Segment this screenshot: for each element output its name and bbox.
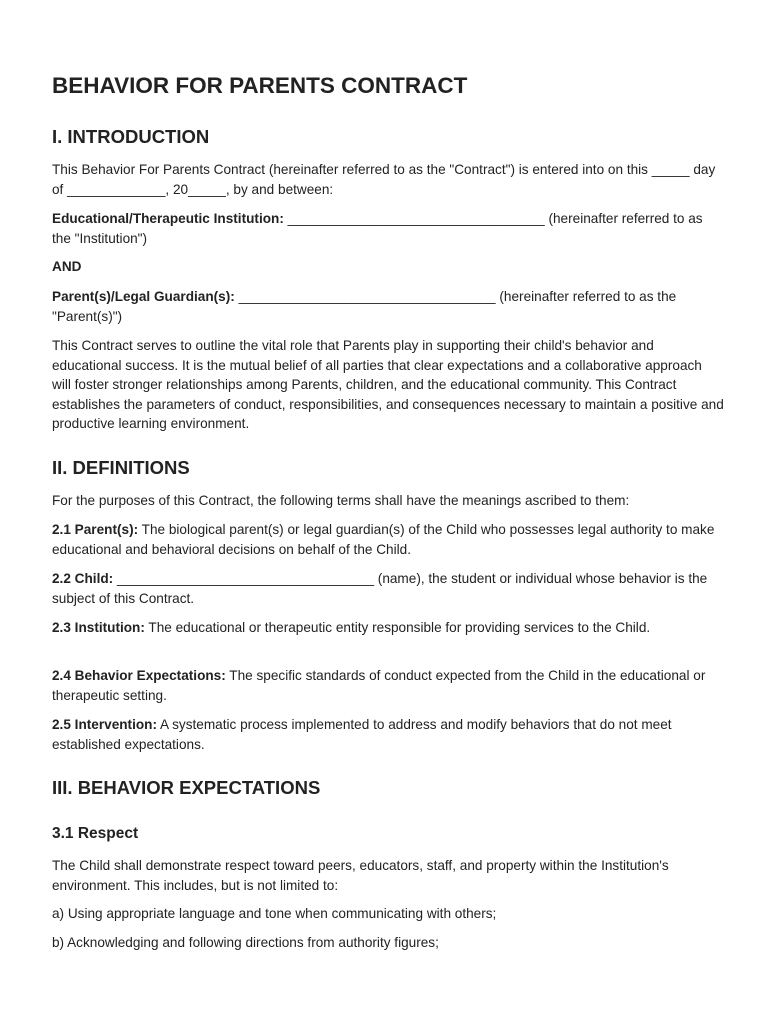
definition-label: 2.3 Institution: — [52, 620, 145, 635]
definition-label: 2.1 Parent(s): — [52, 522, 139, 537]
definition-text: The biological parent(s) or legal guardian(s) of the Child who possesses legal authority to make educational and behavioral decisions on behalf of the Child. — [52, 522, 715, 557]
document-title: BEHAVIOR FOR PARENTS CONTRACT — [52, 73, 468, 98]
definition-item — [52, 666, 724, 705]
definitions-heading: II. DEFINITIONS — [52, 457, 190, 478]
expectations-heading: III. BEHAVIOR EXPECTATIONS — [52, 777, 321, 798]
definition-text: __________________________________ (name), the student or individual whose behavior is the subject of this Contract. — [52, 571, 708, 606]
definition-item — [52, 520, 724, 559]
parent-line — [52, 287, 724, 326]
definition-label: 2.4 Behavior Expectations: — [52, 668, 226, 683]
and-label: AND — [52, 259, 82, 274]
institution-label: Educational/Therapeutic Institution: — [52, 211, 284, 226]
institution-text: __________________________________ (hereinafter referred to as the "Institution") — [52, 211, 703, 246]
definition-item — [52, 715, 724, 754]
parent-text: __________________________________ (hereinafter referred to as the "Parent(s)") — [52, 289, 677, 324]
respect-item-b: b) Acknowledging and following directions from authority figures; — [52, 935, 439, 950]
definition-text: A systematic process implemented to address and modify behaviors that do not meet established expectations. — [52, 717, 672, 752]
definitions-intro: For the purposes of this Contract, the following terms shall have the meanings ascribed to them: — [52, 493, 630, 508]
definition-label: 2.2 Child: — [52, 571, 114, 586]
definition-item — [52, 569, 724, 608]
definition-label: 2.5 Intervention: — [52, 717, 157, 732]
respect-subheading: 3.1 Respect — [52, 825, 139, 842]
definition-item — [52, 618, 724, 638]
respect-paragraph: The Child shall demonstrate respect toward peers, educators, staff, and property within the Institution's environment. This includes, but is not limited to: — [52, 858, 669, 893]
institution-line — [52, 209, 724, 248]
definition-text: The educational or therapeutic entity responsible for providing services to the Child. — [144, 620, 651, 635]
purpose-paragraph: This Contract serves to outline the vital role that Parents play in supporting their child's behavior and educational success. It is the mutual belief of all parties that clear expectations and a collaborative approach will foster stronger relationships among Parents, children, and the educational community. This Contract establishes the parameters of conduct, responsibilities, and consequences necessary to maintain a positive and productive learning environment. — [52, 338, 724, 431]
intro-paragraph: This Behavior For Parents Contract (hereinafter referred to as the "Contract") is entered into on this _____ day of _____________, 20_____, by and between: — [52, 162, 716, 197]
and-line — [52, 257, 724, 277]
parent-label: Parent(s)/Legal Guardian(s): — [52, 289, 235, 304]
respect-item-a: a) Using appropriate language and tone when communicating with others; — [52, 906, 497, 921]
definition-text: The specific standards of conduct expected from the Child in the educational or therapeutic setting. — [52, 668, 706, 703]
intro-heading: I. INTRODUCTION — [52, 126, 210, 147]
